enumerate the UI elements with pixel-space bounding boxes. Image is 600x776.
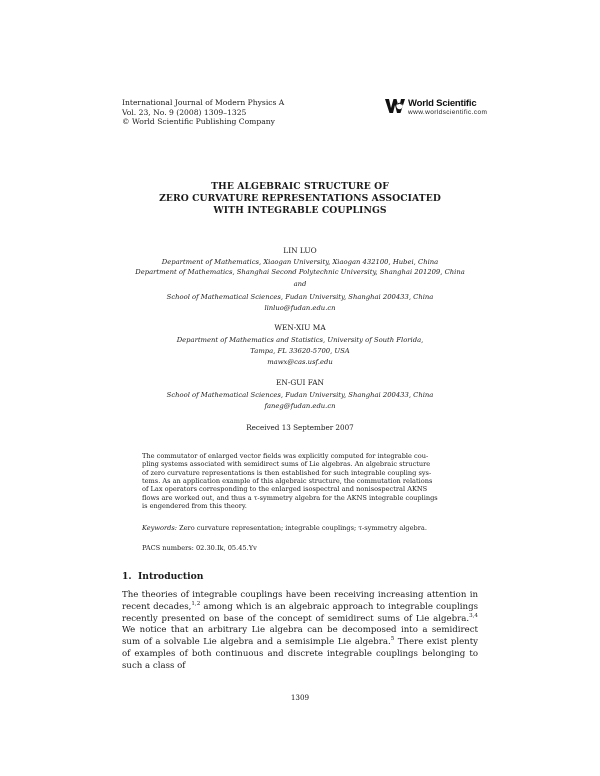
citation: 5 [390,636,395,643]
affiliation-conjunction: and [293,280,307,288]
keywords [142,524,458,532]
author-affiliation: School of Mathematical Sciences, Fudan University, Shanghai 200433, China [166,391,434,399]
citation: 3,4 [469,612,478,619]
abstract-line: flows are worked out, and thus a τ-symmetry algebra for the AKNS integrable couplings [142,493,438,502]
section-number: 1. [122,571,132,582]
author-name: LIN LUO [283,246,317,255]
paper-title [120,181,480,218]
page-number: 1309 [290,693,310,702]
author-affiliation: Department of Mathematics, Shanghai Second Polytechnic University, Shanghai 201209, China [135,268,465,276]
abstract-line: tems. As an application example of this algebraic structure, the commutation relations [142,477,433,486]
body-text: We notice that an arbitrary Lie algebra can be decomposed into a semidirect sum of a solvable Lie algebra and a semisimple Lie algebra. [122,625,478,648]
pacs-numbers: PACS numbers: 02.30.Ik, 05.45.Yv [142,544,257,552]
author-email: faneg@fudan.edu.cn [264,402,336,410]
title-line-2: ZERO CURVATURE REPRESENTATIONS ASSOCIATED [159,193,441,205]
body-paragraph [122,590,478,673]
publisher-logo [384,97,494,119]
author-affiliation: Department of Mathematics and Statistics, University of South Florida, [176,336,424,344]
abstract-line: is engendered from this theory. [142,502,247,511]
author-email: mawx@cas.usf.edu [267,358,333,366]
author-affiliation: School of Mathematical Sciences, Fudan University, Shanghai 200433, China [166,293,434,301]
publisher-url: www.worldscientific.com [408,109,488,116]
author-affiliation: Tampa, FL 33620-5700, USA [250,347,350,355]
abstract [142,452,458,510]
section-title: Introduction [138,571,204,582]
abstract-line: of zero curvature representations is then established for such integrable coupling sys- [142,468,432,477]
title-line-1: THE ALGEBRAIC STRUCTURE OF [211,181,389,192]
journal-name: International Journal of Modern Physics A [122,98,285,107]
citation: 1,2 [191,600,201,607]
journal-copyright: © World Scientific Publishing Company [122,117,275,127]
section-heading [122,571,203,582]
keywords-label: Keywords: [142,524,177,532]
keywords-text: Zero curvature representation; integrable couplings; τ-symmetry algebra. [176,524,427,532]
journal-volume: Vol. 23, No. 9 (2008) 1309–1325 [122,107,247,117]
abstract-line: The commutator of enlarged vector fields was explicitly computed for integrable cou- [142,452,429,460]
author-name: EN-GUI FAN [275,378,325,387]
author-name: WEN-XIU MA [274,323,326,332]
author-affiliation: Department of Mathematics, Xiaogan University, Xiaogan 432100, Hubei, China [161,258,439,266]
world-scientific-logo-icon [384,97,406,115]
publisher-name: World Scientific [408,98,477,109]
received-date: Received 13 September 2007 [246,423,354,432]
body-text: There exist plenty of examples of both continuous and discrete integrable couplings belonging to such a class of [122,637,479,671]
body-text: The theories of integrable couplings have been receiving increasing attention in recent decades, [122,590,478,612]
title-line-3: WITH INTEGRABLE COUPLINGS [213,205,387,217]
author-email: linluo@fudan.edu.cn [264,304,336,312]
journal-header [122,98,284,127]
abstract-line: of Lax operators corresponding to the enlarged isospectral and nonisospectral AKNS [142,485,428,494]
abstract-line: pling systems associated with semidirect sums of Lie algebras. An algebraic structure [142,460,431,469]
body-text: among which is an algebraic approach to integrable couplings recently presented on base of the concept of semidirect sums of Lie algebra. [122,601,478,624]
